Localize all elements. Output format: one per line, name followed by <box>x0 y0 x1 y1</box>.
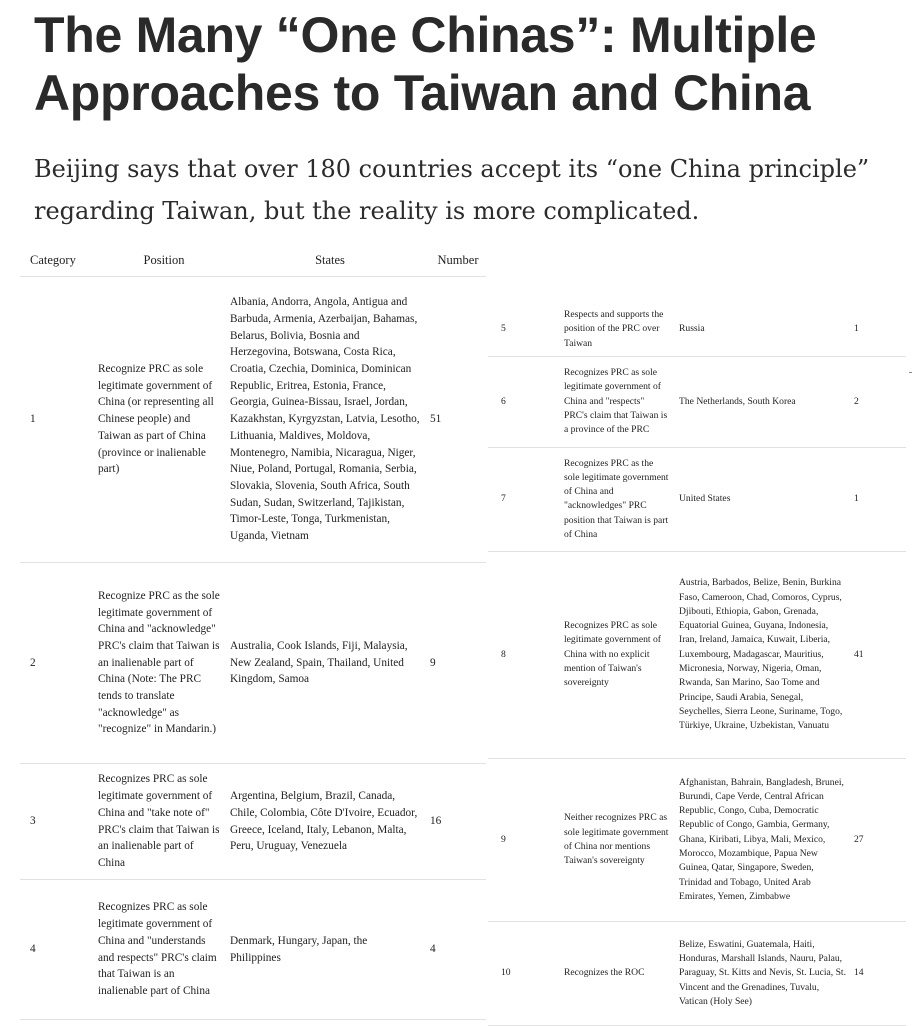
table-row <box>488 551 906 758</box>
header-states: States <box>230 244 430 277</box>
row-number: 16 <box>430 764 486 880</box>
row-position: Recognizes PRC as sole legitimate government of China and "respects" PRC's claim that Taiwan is a province of the PRC <box>564 356 679 447</box>
table-row <box>488 758 906 921</box>
table-row <box>20 277 486 563</box>
row-position: Neither recognizes PRC as sole legitimate government of China nor mentions Taiwan's sovereignty <box>564 758 679 921</box>
row-states: Russia <box>679 303 854 356</box>
row-number: 27 <box>854 758 906 921</box>
page-subtitle: Beijing says that over 180 countries accept its “one China principle” regarding Taiwan, but the reality is more complicated. <box>34 155 870 225</box>
row-position: Respects and supports the position of the PRC over Taiwan <box>564 303 679 356</box>
row-position: Recognizes PRC as sole legitimate government of China and "understands and respects" PRC's claim that Taiwan is an inalienable part of China <box>98 880 230 1020</box>
header-position: Position <box>98 244 230 277</box>
row-position: Recognize PRC as sole legitimate government of China (or representing all Chinese people) and Taiwan as part of China (province or inalienable part) <box>98 277 230 563</box>
row-number: 41 <box>854 551 906 758</box>
row-states: Albania, Andorra, Angola, Antigua and Barbuda, Armenia, Azerbaijan, Bahamas, Belarus, Bolivia, Bosnia and Herzegovina, Botswana, Costa Rica, Croatia, Czechia, Dominica, Dominican Republic, Eritrea, Estonia, France, Georgia, Guinea-Bissau, Israel, Jordan, Kazakhstan, Kyrgyzstan, Latvia, Lesotho, Lithuania, Maldives, Moldova, Montenegro, Namibia, Nicaragua, Niger, Niue, Poland, Portugal, Romania, Serbia, Slovakia, Slovenia, South Africa, South Sudan, Sudan, Switzerland, Tajikistan, Timor-Leste, Tonga, Turkmenistan, Uganda, Vietnam <box>230 277 430 563</box>
table-row <box>20 764 486 880</box>
row-number: 1 <box>854 447 906 551</box>
header-category: Category <box>20 244 98 277</box>
row-states: Afghanistan, Bahrain, Bangladesh, Brunei, Burundi, Cape Verde, Central African Republic, Congo, Cuba, Democratic Republic of Congo, Gambia, Germany, Ghana, Kiribati, Libya, Mali, Mexico, Morocco, Mozambique, Papua New Guinea, Qatar, Singapore, Sweden, Trinidad and Tobago, United Arab Emirates, Yemen, Zimbabwe <box>679 758 854 921</box>
table-header-row <box>20 244 486 277</box>
row-number: 4 <box>430 880 486 1020</box>
row-number: 51 <box>430 277 486 563</box>
row-category: 5 <box>488 303 564 356</box>
row-states: Austria, Barbados, Belize, Benin, Burkina Faso, Cameroon, Chad, Comoros, Cyprus, Djibouti, Ethiopia, Gabon, Grenada, Equatorial Guinea, Guyana, Indonesia, Iran, Ireland, Jamaica, Kuwait, Liberia, Luxembourg, Madagascar, Mauritius, Micronesia, Norway, Nigeria, Oman, Rwanda, San Marino, Sao Tome and Principe, Saudi Arabia, Senegal, Seychelles, Sierra Leone, Suriname, Togo, Türkiye, Ukraine, Uzbekistan, Vanuatu <box>679 551 854 758</box>
row-number: 14 <box>854 921 906 1025</box>
table-row <box>488 356 906 447</box>
row-states: Australia, Cook Islands, Fiji, Malaysia, New Zealand, Spain, Thailand, United Kingdom, Samoa <box>230 563 430 764</box>
table-row <box>488 921 906 1025</box>
row-states: United States <box>679 447 854 551</box>
row-category: 4 <box>20 880 98 1020</box>
positions-table-right <box>488 303 906 1026</box>
row-position: Recognizes PRC as the sole legitimate government of China and "acknowledges" PRC position that Taiwan is part of China <box>564 447 679 551</box>
row-category: 7 <box>488 447 564 551</box>
row-states: Belize, Eswatini, Guatemala, Haiti, Honduras, Marshall Islands, Nauru, Palau, Paraguay, St. Kitts and Nevis, St. Lucia, St. Vincent and the Grenadines, Tuvalu, Vatican (Holy See) <box>679 921 854 1025</box>
row-position: Recognize PRC as the sole legitimate government of China and "acknowledge" PRC's claim that Taiwan is an inalienable part of China (Note: The PRC tends to translate "acknowledge" as "recognize" in Mandarin.) <box>98 563 230 764</box>
row-states: Argentina, Belgium, Brazil, Canada, Chile, Colombia, Côte D'Ivoire, Ecuador, Greece, Iceland, Italy, Lebanon, Malta, Peru, Uruguay, Venezuela <box>230 764 430 880</box>
row-category: 10 <box>488 921 564 1025</box>
row-states: The Netherlands, South Korea <box>679 356 854 447</box>
row-category: 6 <box>488 356 564 447</box>
row-category: 9 <box>488 758 564 921</box>
row-position: Recognizes the ROC <box>564 921 679 1025</box>
row-category: 2 <box>20 563 98 764</box>
row-category: 3 <box>20 764 98 880</box>
header-number: Number <box>430 244 486 277</box>
table-row <box>20 880 486 1020</box>
positions-table-left <box>20 244 486 1020</box>
page-title: The Many “One Chinas”: Multiple Approaches to Taiwan and China <box>34 7 817 121</box>
table-row <box>20 563 486 764</box>
row-position: Recognizes PRC as sole legitimate government of China and "take note of" PRC's claim that Taiwan is an inalienable part of China <box>98 764 230 880</box>
row-category: 8 <box>488 551 564 758</box>
row-number: 1 <box>854 303 906 356</box>
row-number: 9 <box>430 563 486 764</box>
row-position: Recognizes PRC as sole legitimate government of China with no explicit mention of Taiwan's sovereignty <box>564 551 679 758</box>
row-number: 2 <box>854 356 906 447</box>
table-row <box>488 447 906 551</box>
table-row <box>488 303 906 356</box>
row-states: Denmark, Hungary, Japan, the Philippines <box>230 880 430 1020</box>
row-category: 1 <box>20 277 98 563</box>
